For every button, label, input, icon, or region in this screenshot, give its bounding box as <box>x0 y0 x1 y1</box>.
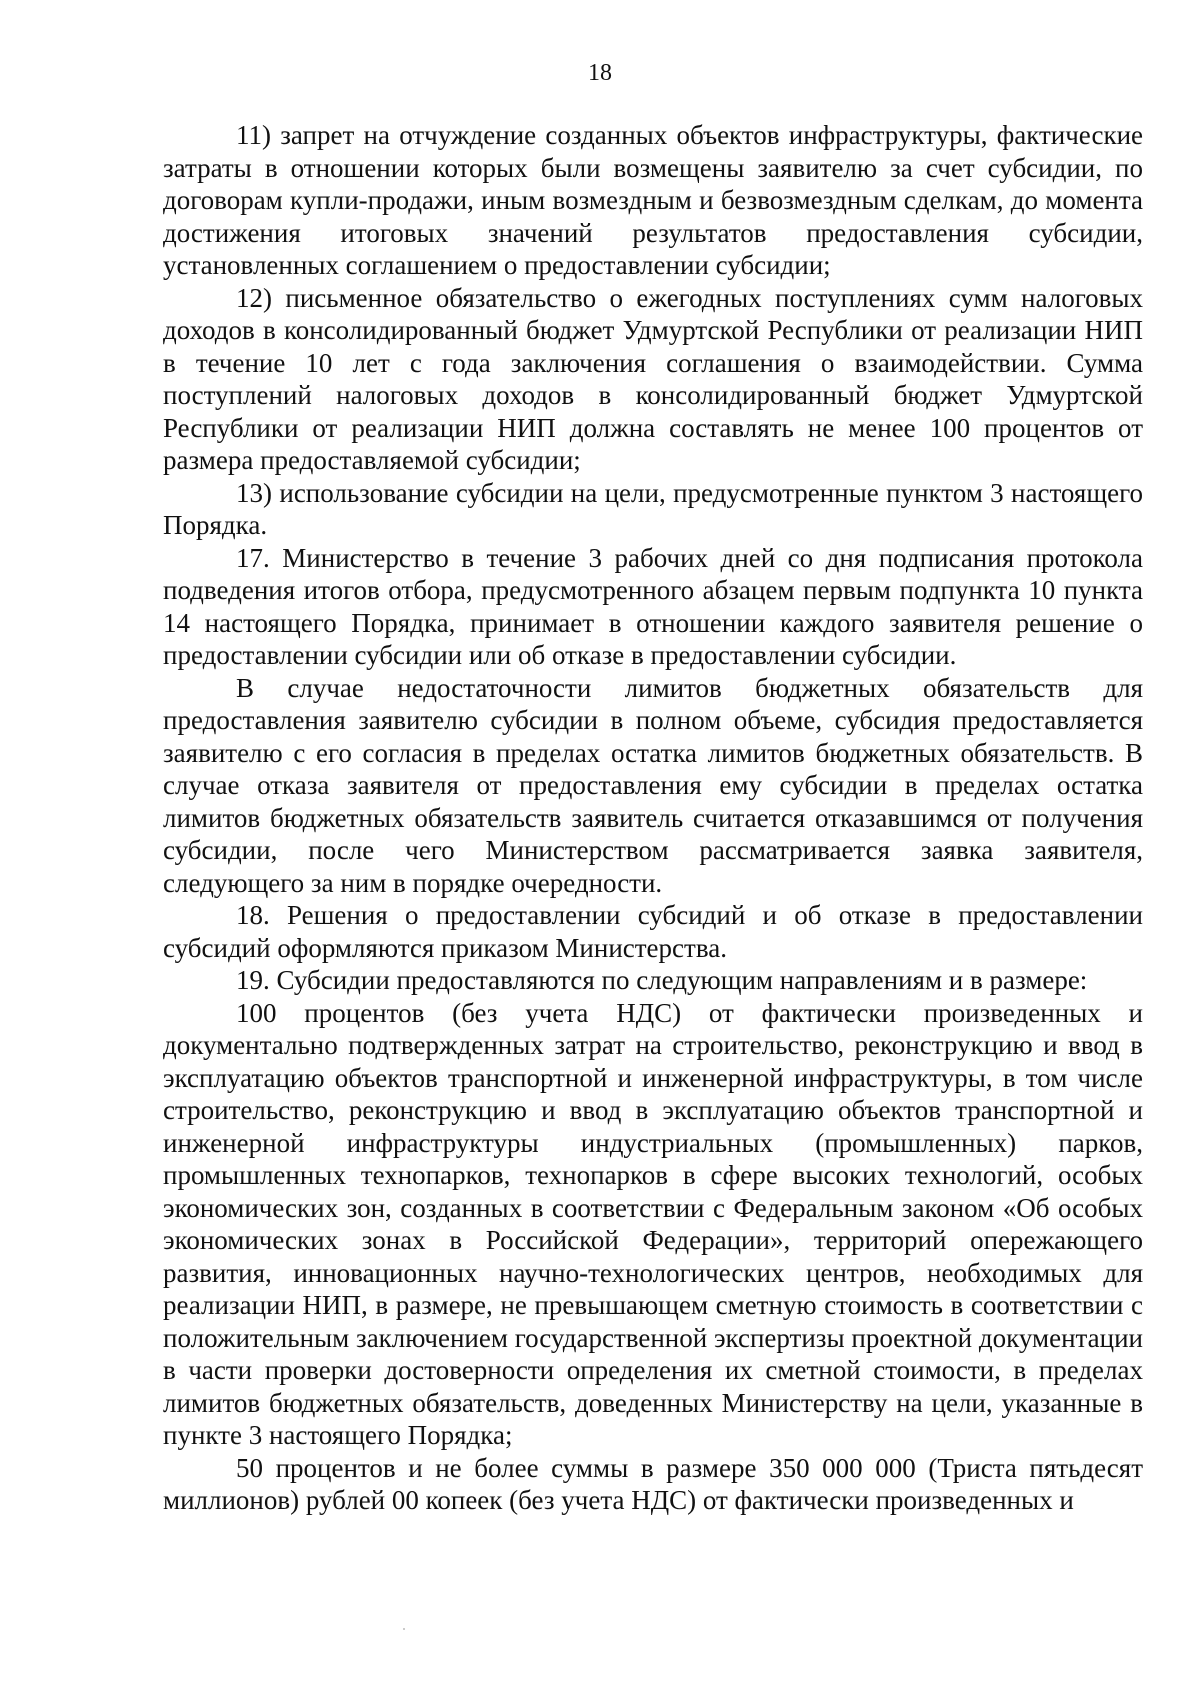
paragraph-clause-17: 17. Министерство в течение 3 рабочих дней со дня подписания протокола подведения итогов отбора, предусмотренного абзацем первым подпункта 10 пункта 14 настоящего Порядка, принимает в отношении каждого заявителя решение о предоставлении субсидии или об отказе в предоставлении субсидии. <box>163 542 1143 670</box>
paragraph-item-11: 11) запрет на отчуждение созданных объектов инфраструктуры, фактические затраты в отношении которых были возмещены заявителю за счет субсидии, по договорам купли-продажи, иным возмездным и безвозмездным сделкам, до момента достижения итоговых значений результатов предоставления субсидии, установленных соглашением о предоставлении субсидии; <box>163 120 1143 280</box>
paragraph-100-percent: 100 процентов (без учета НДС) от фактически произведенных и документально подтвержденных затрат на строительство, реконструкцию и ввод в эксплуатацию объектов транспортной и инженерной инфраструктуры, в том числе строительство, реконструкцию и ввод в эксплуатацию объектов транспортной и инженерной инфраструктуры индустриальных (промышленных) парков, промышленных технопарков, технопарков в сфере высоких технологий, особых экономических зон, созданных в соответствии с Федеральным законом «Об особых экономических зонах в Российской Федерации», территорий опережающего развития, инновационных научно-технологических центров, необходимых для реализации НИП, в размере, не превышающем сметную стоимость в соответствии с положительным заключением государственной экспертизы проектной документации в части проверки достоверности определения их сметной стоимости, в пределах лимитов бюджетных обязательств, доведенных Министерству на цели, указанные в пункте 3 настоящего Порядка; <box>163 997 1143 1450</box>
paragraph-item-13: 13) использование субсидии на цели, предусмотренные пунктом 3 настоящего Порядка. <box>163 477 1143 540</box>
paragraph-insufficient-limits: В случае недостаточности лимитов бюджетных обязательств для предоставления заявителю субсидии в полном объеме, субсидия предоставляется заявителю с его согласия в пределах остатка лимитов бюджетных обязательств. В случае отказа заявителя от предоставления ему субсидии в пределах остатка лимитов бюджетных обязательств заявитель считается отказавшимся от получения субсидии, после чего Министерством рассматривается заявка заявителя, следующего за ним в порядке очередности. <box>163 672 1143 898</box>
scan-speck <box>403 1628 405 1630</box>
page-number: 18 <box>588 60 612 86</box>
paragraph-clause-18: 18. Решения о предоставлении субсидий и об отказе в предоставлении субсидий оформляются приказом Министерства. <box>163 900 1143 963</box>
paragraph-item-12: 12) письменное обязательство о ежегодных поступлениях сумм налоговых доходов в консолидированный бюджет Удмуртской Республики от реализации НИП в течение 10 лет с года заключения соглашения о взаимодействии. Сумма поступлений налоговых доходов в консолидированный бюджет Удмуртской Республики от реализации НИП должна составлять не менее 100 процентов от размера предоставляемой субсидии; <box>163 282 1143 475</box>
paragraph-clause-19: 19. Субсидии предоставляются по следующим направлениям и в размере: <box>236 965 1088 995</box>
document-body <box>163 119 1143 1517</box>
paragraph-50-percent: 50 процентов и не более суммы в размере 350 000 000 (Триста пятьдесят миллионов) рублей 00 копеек (без учета НДС) от фактически произведенных и <box>163 1452 1143 1515</box>
